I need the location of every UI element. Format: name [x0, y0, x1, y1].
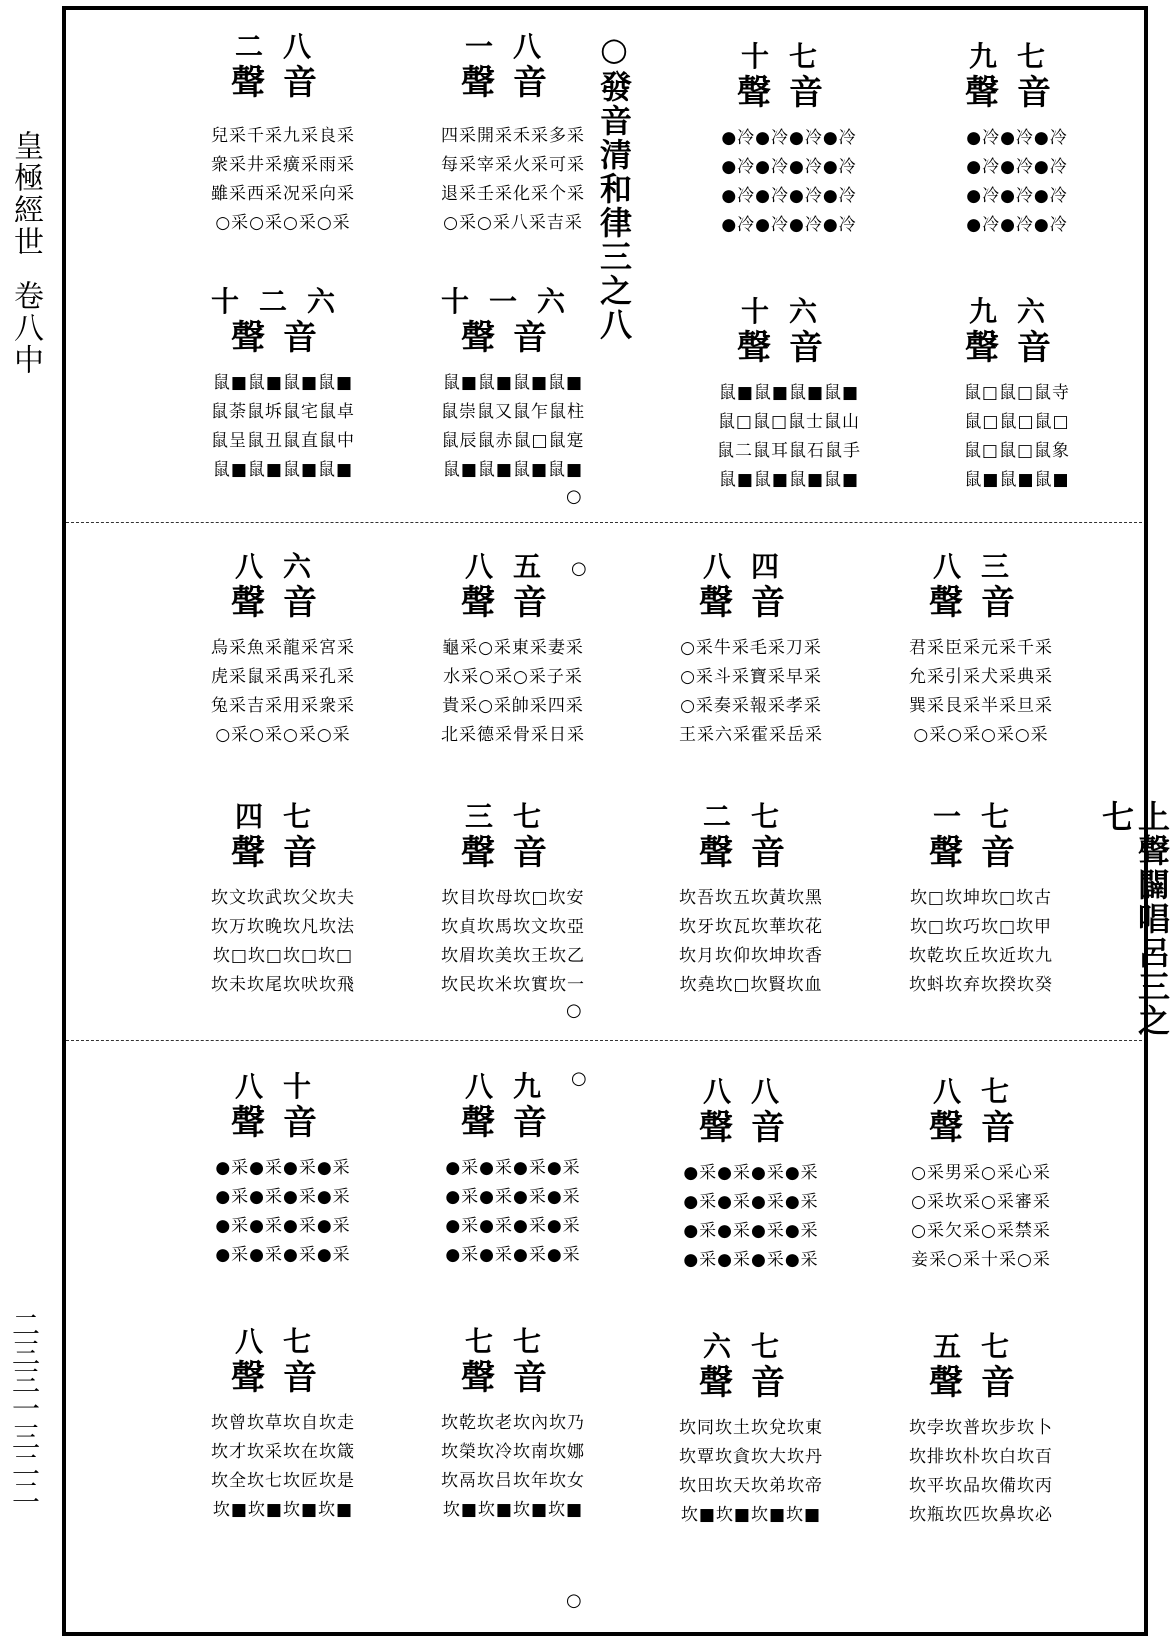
yin-heading: 八九	[464, 1070, 561, 1103]
sheng-heading: 聲音	[461, 63, 565, 103]
table-row: 水采○采○采子采	[443, 667, 583, 687]
table-row: 坎■坎■坎■坎■	[442, 1500, 584, 1520]
table-row: 鼠辰鼠赤鼠□鼠寔	[441, 431, 585, 451]
table-row: 鼠■鼠■鼠■鼠■	[442, 373, 584, 393]
circle-mark: ○	[571, 558, 587, 579]
yin-heading: 八三	[932, 550, 1029, 583]
table-row: ○采牛采毛采刀采	[680, 638, 822, 658]
table-row: ●冷●冷●冷	[966, 186, 1068, 206]
table-row: ●采●采●采●采	[445, 1216, 581, 1236]
table-row: 兔采吉采用采衆采	[211, 696, 355, 716]
sheng-heading: 聲音	[231, 63, 335, 103]
table-row: 鼠■鼠■鼠■	[964, 470, 1070, 490]
yin-heading: 九六	[968, 295, 1065, 328]
table-row: 坎榮坎冷坎南坎娜	[441, 1442, 585, 1462]
table-row: 虎采鼠采禹采孔采	[211, 667, 355, 687]
sheng-heading: 聲音	[737, 328, 841, 368]
table-row: ●采●采●采●采	[445, 1245, 581, 1265]
table-row: 雖采西采况采向采	[211, 184, 355, 204]
section-divider	[66, 522, 1142, 523]
table-row: 坎□坎巧坎□坎甲	[909, 917, 1053, 937]
table-row: ○采欠采○采禁采	[911, 1221, 1051, 1241]
yin-heading: 七七	[464, 1325, 561, 1358]
page-number: 二三三一三二二	[8, 1310, 41, 1506]
table-row: ●采●采●采●采	[445, 1187, 581, 1207]
table-row: 鼠■鼠■鼠■鼠■	[442, 460, 584, 480]
table-row: ●采●采●采●采	[683, 1250, 819, 1270]
table-row: ○采○采○采○采	[215, 725, 351, 745]
table-row: ●冷●冷●冷	[966, 157, 1068, 177]
table-row: ○采奏采報采孝采	[680, 696, 822, 716]
sheng-heading: 聲音	[231, 318, 335, 358]
yin-heading: 一八	[464, 30, 561, 63]
table-row: 坎堯坎□坎賢坎血	[679, 975, 823, 995]
sheng-heading: 聲音	[231, 583, 335, 623]
section-1	[66, 10, 1142, 520]
table-row: 鼠■鼠■鼠■鼠■	[718, 470, 860, 490]
yin-heading: 八十	[234, 1070, 331, 1103]
section-title: ○發音清和律三之八	[595, 30, 633, 342]
table-row: 鼠崇鼠又鼠乍鼠柱	[441, 402, 585, 422]
table-row: ○采坎采○采審采	[911, 1192, 1051, 1212]
table-row: 坎孛坎普坎步坎卜	[909, 1418, 1053, 1438]
yin-heading: 十六	[740, 295, 837, 328]
circle-mark: ○	[566, 486, 582, 507]
table-row: 坎貞坎馬坎文坎亞	[441, 917, 585, 937]
sheng-heading: 聲音	[699, 1108, 803, 1148]
table-row: ●冷●冷●冷●冷	[721, 157, 857, 177]
sheng-heading: 聲音	[231, 833, 335, 873]
table-row: 貴采○采帥采四采	[442, 696, 584, 716]
yin-heading: 十一六	[440, 285, 585, 318]
table-row: 鼠二鼠耳鼠石鼠手	[717, 441, 861, 461]
table-row: 四采開采禾采多采	[441, 126, 585, 146]
section-3	[66, 1050, 1142, 1630]
sheng-heading: 聲音	[965, 73, 1069, 113]
table-row: ●采●采●采●采	[215, 1158, 351, 1178]
table-row: 君采臣采元采千采	[909, 638, 1053, 658]
table-row: 巽采艮采半采旦采	[909, 696, 1053, 716]
table-row: 兒采千采九采良采	[211, 126, 355, 146]
table-row: ●采●采●采●采	[683, 1192, 819, 1212]
yin-heading: 八六	[234, 550, 331, 583]
sheng-heading: 聲音	[965, 328, 1069, 368]
sheng-heading: 聲音	[461, 583, 565, 623]
table-row: 坎曾坎草坎自坎走	[211, 1413, 355, 1433]
sheng-heading: 聲音	[461, 318, 565, 358]
table-row: ●采●采●采●采	[445, 1158, 581, 1178]
table-row: 衆采井采癀采雨采	[211, 155, 355, 175]
yin-heading: 一七	[932, 800, 1029, 833]
table-row: 坎才坎采坎在坎箴	[211, 1442, 355, 1462]
yin-heading: 二七	[702, 800, 799, 833]
table-row: 妾采○采十采○采	[911, 1250, 1051, 1270]
sheng-heading: 聲音	[699, 583, 803, 623]
table-row: 坎□坎坤坎□坎古	[909, 888, 1053, 908]
table-row: ●采●采●采●采	[215, 1187, 351, 1207]
table-row: ○采斗采寶采早采	[680, 667, 822, 687]
sheng-heading: 聲音	[461, 1358, 565, 1398]
table-row: 坎■坎■坎■坎■	[680, 1505, 822, 1525]
table-row: 龜采○采東采妻采	[442, 638, 584, 658]
table-row: 坎月坎仰坎坤坎香	[679, 946, 823, 966]
sheng-heading: 聲音	[231, 1103, 335, 1143]
table-row: ○采○采○采○采	[913, 725, 1049, 745]
section-title: 上聲闢唱呂三之七	[1097, 800, 1171, 1038]
table-row: 鼠□鼠□鼠象	[963, 441, 1071, 461]
table-row: 坎万坎晚坎凡坎法	[211, 917, 355, 937]
table-row: 北采德采骨采日采	[441, 725, 585, 745]
sheng-heading: 聲音	[929, 1108, 1033, 1148]
sheng-heading: 聲音	[929, 583, 1033, 623]
table-row: 坎目坎母坎□坎安	[441, 888, 585, 908]
yin-heading: 九七	[968, 40, 1065, 73]
table-row: ●采●采●采●采	[215, 1216, 351, 1236]
table-row: 鼠荼鼠坼鼠宅鼠卓	[211, 402, 355, 422]
yin-heading: 八七	[932, 1075, 1029, 1108]
yin-heading: 八四	[702, 550, 799, 583]
table-row: 每采宰采火采可采	[441, 155, 585, 175]
table-row: 坎全坎七坎匠坎是	[211, 1471, 355, 1491]
table-row: 退采壬采化采个采	[441, 184, 585, 204]
table-row: 坎瓶坎匹坎鼻坎必	[909, 1505, 1053, 1525]
table-row: 坎乾坎丘坎近坎九	[909, 946, 1053, 966]
table-row: 鼠□鼠□鼠□	[964, 412, 1070, 432]
yin-heading: 八七	[234, 1325, 331, 1358]
table-row: 允采引采犬采典采	[909, 667, 1053, 687]
table-row: 坎蚪坎弃坎揆坎癸	[909, 975, 1053, 995]
table-row: 鼠□鼠□鼠寺	[963, 383, 1071, 403]
circle-mark: ○	[566, 1000, 582, 1021]
circle-mark: ○	[566, 1590, 582, 1611]
section-divider	[66, 1040, 1142, 1041]
table-row: ●采●采●采●采	[683, 1163, 819, 1183]
yin-heading: 六七	[702, 1330, 799, 1363]
table-row: 坎■坎■坎■坎■	[212, 1500, 354, 1520]
table-row: ●冷●冷●冷	[966, 215, 1068, 235]
table-row: 坎排坎朴坎白坎百	[909, 1447, 1053, 1467]
yin-heading: 三七	[464, 800, 561, 833]
sheng-heading: 聲音	[461, 833, 565, 873]
book-title: 皇極經世	[8, 130, 43, 258]
table-row: ○采男采○采心采	[911, 1163, 1051, 1183]
sheng-heading: 聲音	[699, 833, 803, 873]
table-row: 鼠呈鼠丑鼠直鼠中	[211, 431, 355, 451]
table-row: 鼠■鼠■鼠■鼠■	[718, 383, 860, 403]
table-row: 坎田坎天坎弟坎帝	[679, 1476, 823, 1496]
table-row: 烏采魚采龍采宮采	[211, 638, 355, 658]
table-row: 坎平坎品坎備坎丙	[909, 1476, 1053, 1496]
sheng-heading: 聲音	[929, 1363, 1033, 1403]
table-row: ●冷●冷●冷●冷	[721, 186, 857, 206]
yin-heading: 十二六	[210, 285, 355, 318]
table-row: ●采●采●采●采	[683, 1221, 819, 1241]
table-row: 坎乾坎老坎內坎乃	[441, 1413, 585, 1433]
yin-heading: 二八	[234, 30, 331, 63]
sheng-heading: 聲音	[231, 1358, 335, 1398]
table-row: 坎未坎尾坎吠坎飛	[211, 975, 355, 995]
yin-heading: 八五	[464, 550, 561, 583]
table-row: 坎吾坎五坎黃坎黑	[679, 888, 823, 908]
table-row: 坎牙坎瓦坎華坎花	[679, 917, 823, 937]
table-row: 鼠■鼠■鼠■鼠■	[212, 373, 354, 393]
yin-heading: 五七	[932, 1330, 1029, 1363]
table-row: 坎同坎土坎兌坎東	[679, 1418, 823, 1438]
table-row: 王采六采霍采岳采	[679, 725, 823, 745]
sheng-heading: 聲音	[929, 833, 1033, 873]
yin-heading: 十七	[740, 40, 837, 73]
table-row: 坎眉坎美坎王坎乙	[441, 946, 585, 966]
table-row: 坎□坎□坎□坎□	[212, 946, 354, 966]
table-row: 坎民坎米坎實坎一	[441, 975, 585, 995]
table-row: ○采○采○采○采	[215, 213, 351, 233]
table-row: 鼠■鼠■鼠■鼠■	[212, 460, 354, 480]
yin-heading: 八八	[702, 1075, 799, 1108]
yin-heading: 四七	[234, 800, 331, 833]
table-row: ●冷●冷●冷	[966, 128, 1068, 148]
circle-mark: ○	[571, 1068, 587, 1089]
table-row: ○采○采八采吉采	[443, 213, 583, 233]
table-row: 鼠□鼠□鼠士鼠山	[717, 412, 861, 432]
table-row: ●冷●冷●冷●冷	[721, 215, 857, 235]
sheng-heading: 聲音	[699, 1363, 803, 1403]
table-row: 坎覃坎貪坎大坎丹	[679, 1447, 823, 1467]
section-2	[66, 530, 1171, 1038]
volume-label: 卷八中	[8, 280, 43, 376]
table-row: ●冷●冷●冷●冷	[721, 128, 857, 148]
sheng-heading: 聲音	[461, 1103, 565, 1143]
sheng-heading: 聲音	[737, 73, 841, 113]
table-row: 坎鬲坎吕坎年坎女	[441, 1471, 585, 1491]
table-row: ●采●采●采●采	[215, 1245, 351, 1265]
table-row: 坎文坎武坎父坎夫	[211, 888, 355, 908]
